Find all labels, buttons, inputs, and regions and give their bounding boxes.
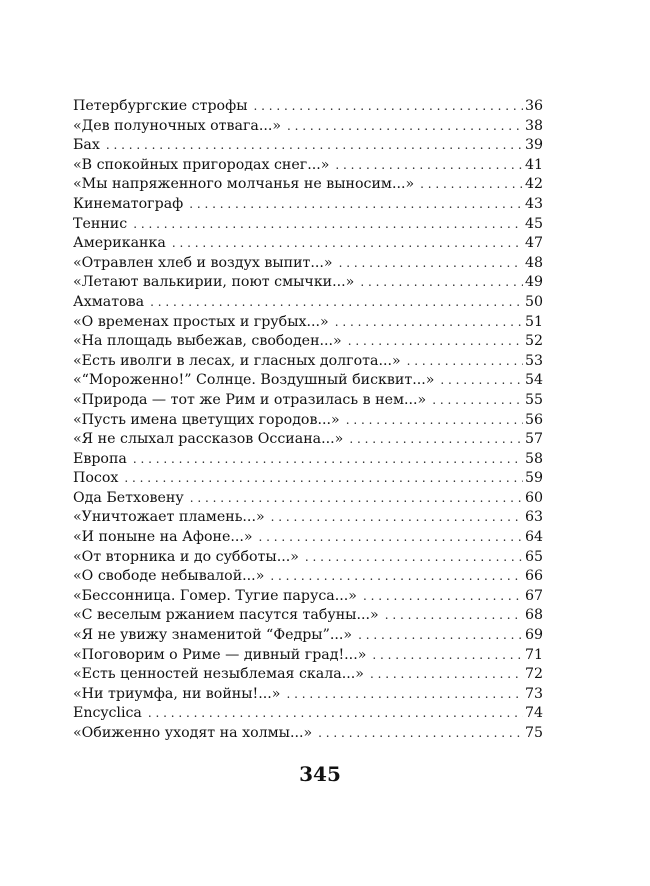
- toc-dot-leader: [432, 391, 523, 411]
- toc-entry: [73, 587, 543, 607]
- toc-entry-title: «Ни триумфа, ни войны!...»: [73, 685, 281, 702]
- toc-entry-page: 52: [524, 333, 543, 350]
- toc-entry-title: «О свободе небывалой...»: [73, 568, 265, 585]
- toc-entry-page: 75: [524, 725, 543, 741]
- toc-entry-title: «Поговорим о Риме — дивный град!...»: [73, 646, 367, 663]
- toc-entry-title: Бах: [73, 137, 100, 154]
- toc-dot-leader: [189, 195, 523, 215]
- toc-dot-leader: [335, 313, 523, 333]
- toc-dot-leader: [271, 508, 523, 528]
- toc-dot-leader: [370, 665, 523, 685]
- toc-entry: [73, 626, 543, 646]
- toc-dot-leader: [360, 273, 523, 293]
- toc-dot-leader: [305, 548, 523, 568]
- toc-entry-title: «Есть иволги в лесах, и гласных долгота...»: [73, 352, 401, 369]
- toc-entry: [73, 665, 543, 685]
- toc-dot-leader: [287, 117, 523, 137]
- toc-entry-title: «В спокойных пригородах снег...»: [73, 156, 330, 173]
- toc-dot-leader: [420, 175, 523, 195]
- toc-entry-page: 63: [524, 509, 543, 526]
- toc-dot-leader: [172, 234, 523, 254]
- toc-entry-page: 54: [524, 372, 543, 389]
- toc-entry-title: Encyclica: [73, 705, 142, 722]
- toc-entry: [73, 430, 543, 450]
- toc-entry-page: 56: [524, 411, 543, 428]
- toc-dot-leader: [133, 450, 523, 470]
- toc-dot-leader: [148, 704, 523, 724]
- toc-entry-page: 71: [524, 646, 543, 663]
- table-of-contents: [73, 97, 543, 744]
- toc-entry: [73, 606, 543, 626]
- toc-entry-page: 51: [524, 313, 543, 330]
- toc-dot-leader: [335, 156, 523, 176]
- toc-entry: [73, 489, 543, 509]
- toc-entry-title: Кинематограф: [73, 195, 184, 212]
- toc-entry-page: 49: [524, 274, 543, 291]
- toc-entry-title: Ода Бетховену: [73, 489, 184, 506]
- toc-entry: [73, 704, 543, 724]
- toc-entry-title: «Я не слыхал рассказов Оссиана...»: [73, 431, 344, 448]
- toc-entry: [73, 567, 543, 587]
- toc-entry: [73, 97, 543, 117]
- toc-entry-page: 58: [524, 450, 543, 467]
- toc-entry: [73, 136, 543, 156]
- toc-entry-title: «Уничтожает пламень...»: [73, 509, 265, 526]
- toc-entry-title: Европа: [73, 450, 127, 467]
- toc-entry-page: 59: [524, 470, 543, 487]
- toc-entry-page: 66: [524, 568, 543, 585]
- toc-entry: [73, 234, 543, 254]
- toc-entry-title: «Обиженно уходят на холмы...»: [73, 725, 313, 741]
- toc-dot-leader: [106, 136, 523, 156]
- toc-entry: [73, 646, 543, 666]
- toc-entry-page: 57: [524, 431, 543, 448]
- toc-dot-leader: [318, 724, 523, 744]
- toc-entry: [73, 254, 543, 274]
- toc-entry-page: 36: [524, 98, 543, 114]
- toc-entry: [73, 685, 543, 705]
- toc-entry-title: «Природа — тот же Рим и отразилась в нем...»: [73, 391, 427, 408]
- toc-entry-page: 43: [524, 195, 543, 212]
- toc-entry-page: 73: [524, 685, 543, 702]
- toc-entry-title: Американка: [73, 235, 166, 252]
- toc-entry-page: 42: [524, 176, 543, 193]
- toc-dot-leader: [372, 646, 523, 666]
- toc-entry-page: 72: [524, 666, 543, 683]
- toc-entry-page: 53: [524, 352, 543, 369]
- toc-entry: [73, 273, 543, 293]
- toc-entry: [73, 156, 543, 176]
- toc-dot-leader: [407, 352, 523, 372]
- toc-entry: [73, 391, 543, 411]
- toc-entry-page: 55: [524, 391, 543, 408]
- toc-dot-leader: [363, 587, 523, 607]
- toc-entry: [73, 371, 543, 391]
- toc-entry: [73, 450, 543, 470]
- toc-dot-leader: [259, 528, 523, 548]
- toc-entry-title: «На площадь выбежав, свободен...»: [73, 333, 342, 350]
- toc-dot-leader: [348, 332, 523, 352]
- toc-entry-title: «Бессонница. Гомер. Тугие паруса...»: [73, 587, 357, 604]
- toc-entry-page: 64: [524, 529, 543, 546]
- toc-entry: [73, 293, 543, 313]
- toc-entry-title: «Отравлен хлеб и воздух выпит...»: [73, 254, 333, 271]
- toc-entry: [73, 411, 543, 431]
- toc-dot-leader: [270, 567, 523, 587]
- toc-entry-title: «Мы напряженного молчанья не выносим...»: [73, 176, 415, 193]
- toc-dot-leader: [124, 469, 523, 489]
- toc-entry-title: «Есть ценностей незыблемая скала...»: [73, 666, 364, 683]
- toc-entry-page: 68: [524, 607, 543, 624]
- toc-entry-title: Петербургские строфы: [73, 98, 248, 114]
- toc-entry-page: 74: [524, 705, 543, 722]
- toc-entry: [73, 215, 543, 235]
- toc-entry: [73, 352, 543, 372]
- toc-entry-page: 47: [524, 235, 543, 252]
- toc-dot-leader: [346, 411, 523, 431]
- toc-entry-title: «Дев полуночных отвага...»: [73, 117, 282, 134]
- toc-entry-title: «И поныне на Афоне...»: [73, 529, 253, 546]
- toc-dot-leader: [133, 215, 523, 235]
- toc-entry-page: 45: [524, 215, 543, 232]
- toc-entry-title: «От вторника и до субботы...»: [73, 548, 299, 565]
- toc-entry-title: «“Мороженно!” Солнце. Воздушный бисквит...»: [73, 372, 435, 389]
- toc-entry-title: Теннис: [73, 215, 128, 232]
- toc-entry-page: 41: [524, 156, 543, 173]
- toc-entry: [73, 313, 543, 333]
- toc-dot-leader: [254, 97, 523, 117]
- toc-entry-title: «С веселым ржанием пасутся табуны...»: [73, 607, 379, 624]
- toc-entry-page: 67: [524, 587, 543, 604]
- toc-entry: [73, 528, 543, 548]
- toc-dot-leader: [440, 371, 523, 391]
- toc-entry: [73, 469, 543, 489]
- toc-dot-leader: [190, 489, 523, 509]
- toc-dot-leader: [286, 685, 523, 705]
- toc-entry: [73, 548, 543, 568]
- toc-entry-page: 60: [524, 489, 543, 506]
- toc-entry-title: «Пусть имена цветущих городов...»: [73, 411, 340, 428]
- toc-entry-title: «Летают валькирии, поют смычки...»: [73, 274, 355, 291]
- toc-entry: [73, 117, 543, 137]
- toc-entry-title: «О временах простых и грубых...»: [73, 313, 329, 330]
- toc-entry: [73, 508, 543, 528]
- toc-entry-page: 39: [524, 137, 543, 154]
- page-number: 345: [299, 762, 341, 786]
- toc-dot-leader: [385, 606, 523, 626]
- toc-entry: [73, 332, 543, 352]
- toc-dot-leader: [358, 626, 523, 646]
- toc-entry-page: 65: [524, 548, 543, 565]
- toc-entry: [73, 195, 543, 215]
- toc-entry-title: Посох: [73, 470, 119, 487]
- toc-entry-title: «Я не увижу знаменитой “Федры”...»: [73, 627, 353, 644]
- toc-entry-page: 38: [524, 117, 543, 134]
- toc-dot-leader: [349, 430, 523, 450]
- toc-entry-title: Ахматова: [73, 293, 145, 310]
- toc-dot-leader: [150, 293, 523, 313]
- toc-entry: [73, 724, 543, 744]
- toc-entry-page: 69: [524, 627, 543, 644]
- toc-dot-leader: [339, 254, 523, 274]
- toc-entry: [73, 175, 543, 195]
- toc-entry-page: 50: [524, 293, 543, 310]
- toc-entry-page: 48: [524, 254, 543, 271]
